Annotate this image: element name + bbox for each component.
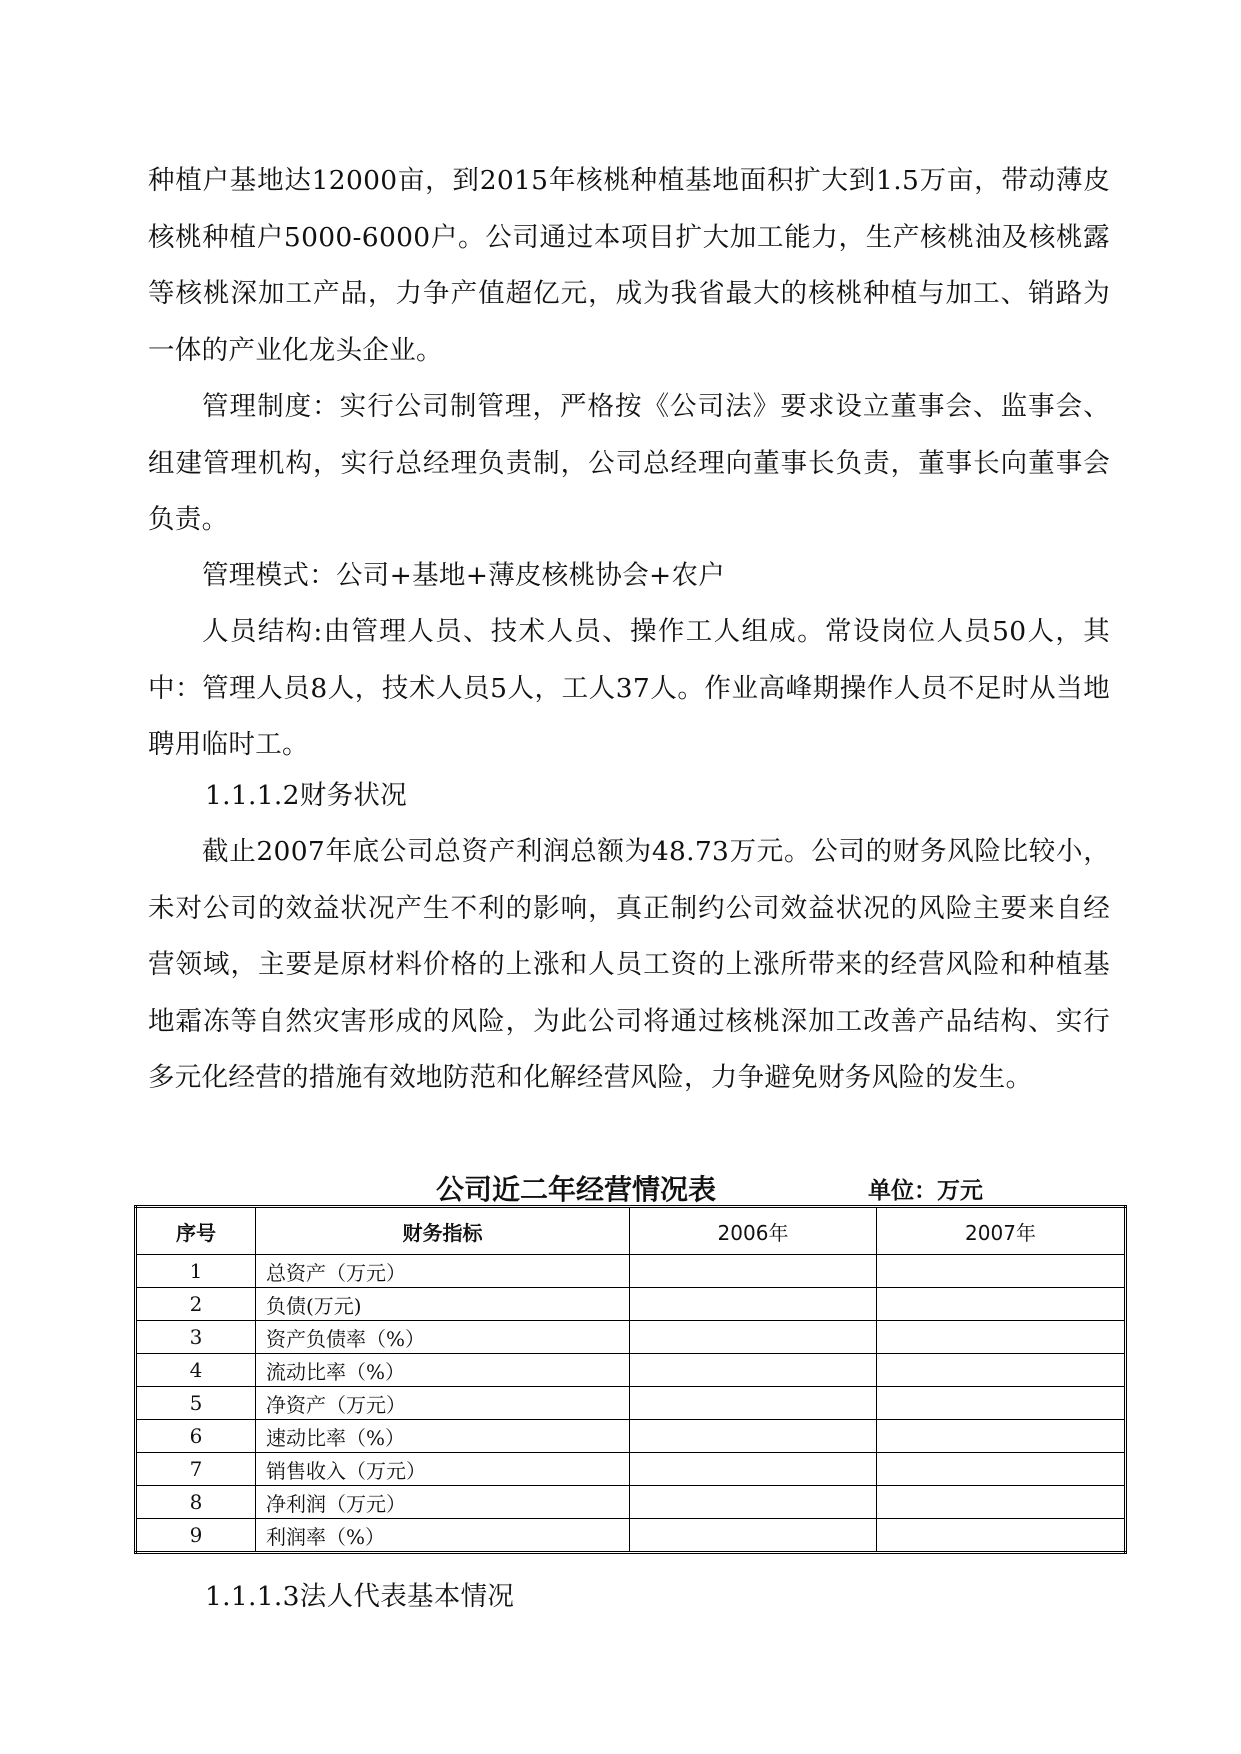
paragraph-project-scale: 种植户基地达12000亩，到2015年核桃种植基地面积扩大到1.5万亩，带动薄皮核桃种植户5000-6000户。公司通过本项目扩大加工能力，生产核桃油及核桃露等核桃深加工产品，力争产值超亿元，成为我省最大的核桃种植与加工、销路为一体的产业化龙头企业。 [148, 165, 1110, 366]
table-row [136, 1354, 1126, 1387]
row-indicator: 销售收入（万元） [256, 1453, 630, 1486]
row-number: 9 [136, 1519, 256, 1553]
table-header-row [136, 1207, 1126, 1255]
row-number: 2 [136, 1288, 256, 1321]
table-row [136, 1420, 1126, 1453]
row-number: 4 [136, 1354, 256, 1387]
row-value-2006 [630, 1288, 877, 1321]
row-value-2007 [877, 1519, 1126, 1553]
row-value-2007 [877, 1387, 1126, 1420]
table-row [136, 1486, 1126, 1519]
row-indicator: 总资产（万元） [256, 1255, 630, 1288]
row-value-2006 [630, 1519, 877, 1553]
row-value-2007 [877, 1354, 1126, 1387]
row-value-2007 [877, 1486, 1126, 1519]
section-heading-financial-status: 1.1.1.2财务状况 [205, 780, 408, 811]
paragraph-management-mode: 管理模式：公司+基地+薄皮核桃协会+农户 [202, 560, 726, 591]
row-value-2007 [877, 1288, 1126, 1321]
row-value-2006 [630, 1255, 877, 1288]
paragraph-staff-structure: 人员结构:由管理人员、技术人员、操作工人组成。常设岗位人员50人，其中：管理人员8人，技术人员5人，工人37人。作业高峰期操作人员不足时从当地聘用临时工。 [148, 616, 1110, 760]
section-heading-legal-representative: 1.1.1.3法人代表基本情况 [205, 1581, 515, 1612]
row-value-2006 [630, 1486, 877, 1519]
row-value-2007 [877, 1420, 1126, 1453]
row-value-2007 [877, 1453, 1126, 1486]
row-indicator: 资产负债率（%） [256, 1321, 630, 1354]
table-row [136, 1519, 1126, 1553]
row-indicator: 速动比率（%） [256, 1420, 630, 1453]
table-caption [0, 1168, 1241, 1208]
operations-table [134, 1205, 1127, 1554]
header-2006: 2006年 [630, 1207, 877, 1255]
row-indicator: 净资产（万元） [256, 1387, 630, 1420]
row-number: 6 [136, 1420, 256, 1453]
row-number: 3 [136, 1321, 256, 1354]
row-number: 8 [136, 1486, 256, 1519]
table-row [136, 1387, 1126, 1420]
row-indicator: 利润率（%） [256, 1519, 630, 1553]
table-row [136, 1321, 1126, 1354]
row-value-2007 [877, 1321, 1126, 1354]
row-value-2006 [630, 1387, 877, 1420]
paragraph-management-system: 管理制度：实行公司制管理，严格按《公司法》要求设立董事会、监事会、组建管理机构，实行总经理负责制，公司总经理向董事长负责，董事长向董事会负责。 [148, 391, 1110, 535]
header-indicator: 财务指标 [256, 1207, 630, 1255]
row-indicator: 流动比率（%） [256, 1354, 630, 1387]
row-value-2006 [630, 1321, 877, 1354]
row-value-2006 [630, 1453, 877, 1486]
row-indicator: 净利润（万元） [256, 1486, 630, 1519]
row-value-2007 [877, 1255, 1126, 1288]
row-indicator: 负债(万元) [256, 1288, 630, 1321]
row-number: 7 [136, 1453, 256, 1486]
row-value-2006 [630, 1354, 877, 1387]
header-no: 序号 [136, 1207, 256, 1255]
table-title: 公司近二年经营情况表 [436, 1173, 717, 1206]
header-2007: 2007年 [877, 1207, 1126, 1255]
row-number: 5 [136, 1387, 256, 1420]
row-number: 1 [136, 1255, 256, 1288]
table-row [136, 1453, 1126, 1486]
row-value-2006 [630, 1420, 877, 1453]
table-row [136, 1288, 1126, 1321]
table-row [136, 1255, 1126, 1288]
paragraph-financial-status: 截止2007年底公司总资产利润总额为48.73万元。公司的财务风险比较小，未对公司的效益状况产生不利的影响，真正制约公司效益状况的风险主要来自经营领域，主要是原材料价格的上涨和人员工资的上涨所带来的经营风险和种植基地霜冻等自然灾害形成的风险，为此公司将通过核桃深加工改善产品结构、实行多元化经营的措施有效地防范和化解经营风险，力争避免财务风险的发生。 [148, 836, 1110, 1093]
table-unit: 单位：万元 [868, 1178, 983, 1204]
